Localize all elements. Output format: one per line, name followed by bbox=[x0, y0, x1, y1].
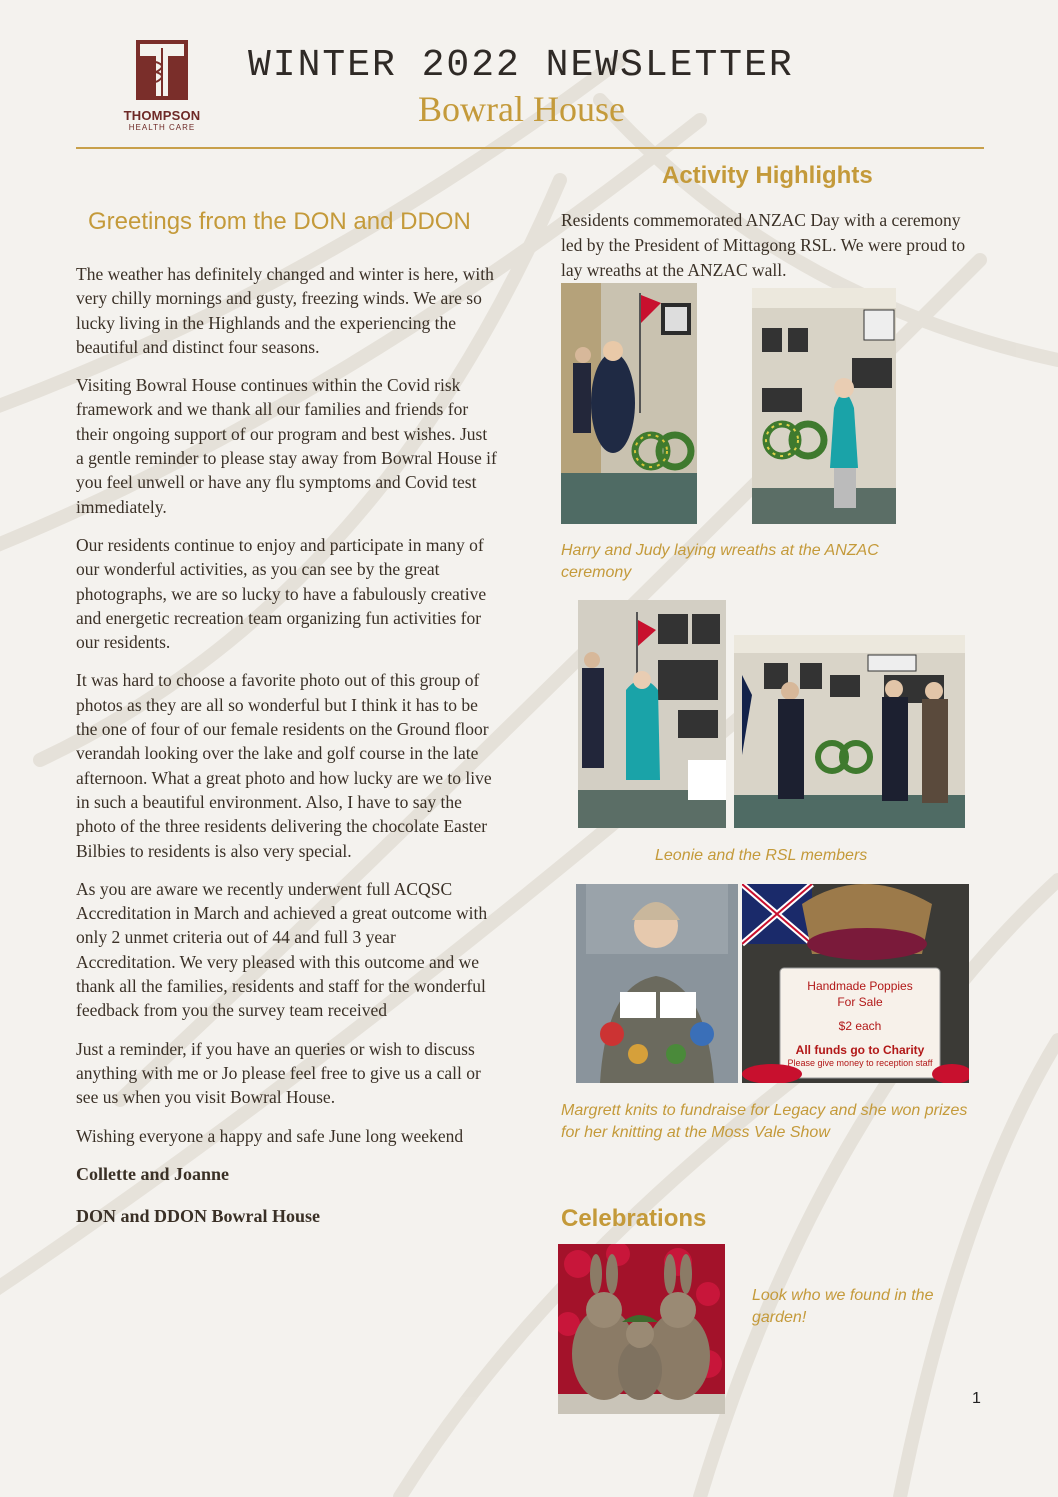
paragraph: It was hard to choose a favorite photo out of this group of photos as they are all so wonderful but I think it has to be the one of four of our female residents on the Ground floor verandah looking over the lake and golf course in the late afternoon. What a great photo and how lucky are we to live in such a beautiful environment. Also, I have to say the photo of the three residents delivering the chocolate Easter Bilbies to residents is also very special. bbox=[76, 670, 492, 861]
photo-poppies-for-sale bbox=[742, 884, 969, 1083]
paragraph: Our residents continue to enjoy and participate in many of our wonderful activities, as you can see by the great photographs, we are so lucky to have a fabulously creative and energetic recreation team organizing fun activities for our residents. bbox=[76, 534, 487, 653]
greetings-heading: Greetings from the DON and DDON bbox=[88, 208, 471, 235]
logo-name: THOMPSON bbox=[123, 108, 201, 123]
caption-harry-judy: Harry and Judy laying wreaths at the ANZAC ceremony bbox=[561, 542, 879, 581]
photo-judy-wreath bbox=[752, 288, 896, 524]
activity-highlights-heading: Activity Highlights bbox=[662, 162, 873, 189]
page-number: 1 bbox=[972, 1390, 981, 1407]
caption-garden: Look who we found in the garden! bbox=[752, 1287, 934, 1326]
photo-rsl-members bbox=[734, 635, 965, 828]
greetings-body bbox=[76, 262, 498, 1242]
paragraph: Wishing everyone a happy and safe June long weekend bbox=[76, 1125, 464, 1146]
paragraph: As you are aware we recently underwent full ACQSC Accreditation in March and achieved a great outcome with only 2 unmet criteria out of 44 and full 3 year Accreditation. We very pleased with this outcome and we thank all the families, residents and staff for the wonderful feedback from you the survey team received bbox=[76, 878, 488, 1021]
sign-line: Please give money to reception staff bbox=[787, 1058, 933, 1068]
poppy-sign-text bbox=[780, 978, 940, 1069]
paragraph: Visiting Bowral House continues within the Covid risk framework and we thank all our families and friends for their ongoing support of our program and best wishes. Just a gentle reminder to please stay away from Bowral House if you feel unwell or have any flu symptoms and Covid test immediately. bbox=[76, 375, 497, 517]
signature-title: DON and DDON Bowral House bbox=[76, 1206, 321, 1227]
photo-garden-rabbits bbox=[558, 1244, 725, 1414]
photo-margrett-knitting bbox=[576, 884, 738, 1083]
thompson-logo bbox=[112, 38, 212, 134]
paragraph: The weather has definitely changed and winter is here, with very chilly mornings and gusty, freezing winds. We are so lucky living in the Highlands and the experiencing the beautiful and distinct four seasons. bbox=[76, 264, 494, 357]
sign-line: All funds go to Charity bbox=[795, 1043, 925, 1057]
signature-names: Collette and Joanne bbox=[76, 1163, 229, 1184]
sign-line: Handmade Poppies bbox=[807, 979, 913, 993]
photo-harry-wreath bbox=[561, 283, 697, 524]
house-subtitle: Bowral House bbox=[418, 89, 625, 129]
photo-leonie bbox=[578, 600, 726, 828]
sign-line: $2 each bbox=[838, 1019, 882, 1033]
header-divider bbox=[76, 147, 984, 149]
logo-subtitle: HEALTH CARE bbox=[128, 123, 196, 132]
anzac-intro: Residents commemorated ANZAC Day with a ceremony led by the President of Mittagong RSL. We were proud to lay wreaths at the ANZAC wall. bbox=[561, 210, 966, 280]
paragraph: Just a reminder, if you have an queries or wish to discuss anything with me or Jo please feel free to give us a call or see us when you visit Bowral House. bbox=[76, 1038, 481, 1108]
caption-margrett: Margrett knits to fundraise for Legacy and she won prizes for her knitting at the Moss Vale Show bbox=[561, 1102, 968, 1141]
sign-line: For Sale bbox=[837, 995, 883, 1009]
caption-leonie-rsl: Leonie and the RSL members bbox=[655, 847, 868, 864]
logo-t-icon bbox=[112, 38, 212, 104]
newsletter-title: WINTER 2022 NEWSLETTER bbox=[248, 44, 794, 87]
celebrations-heading: Celebrations bbox=[561, 1205, 707, 1232]
